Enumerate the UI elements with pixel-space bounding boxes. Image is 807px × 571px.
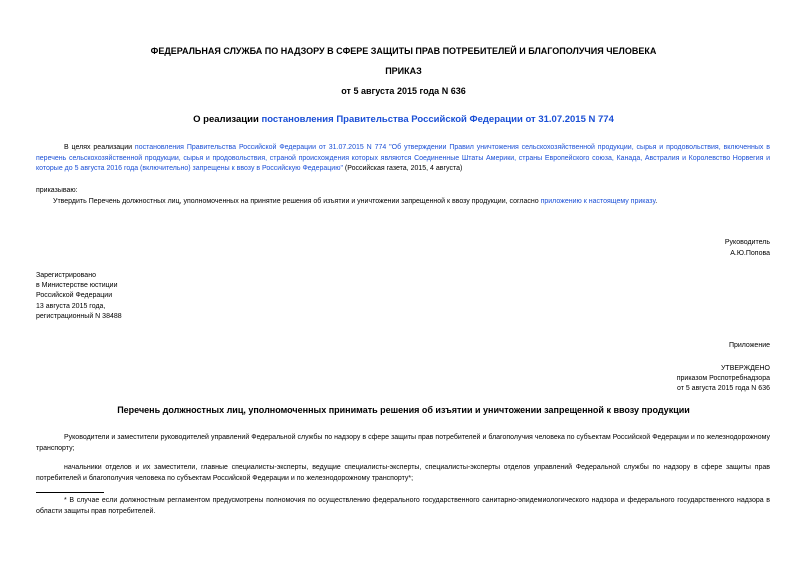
appendix-title: Перечень должностных лиц, уполномоченных принимать решения об изъятии и уничтожении запрещенной к ввозу продукции — [117, 405, 690, 415]
preamble-end: (Российская газета, 2015, 4 августа) — [342, 165, 463, 172]
approval-by: приказом Роспотребнадзора — [676, 375, 770, 383]
document-date-number: от 5 августа 2015 года N 636 — [341, 86, 466, 96]
registration-line: Российской Федерации — [36, 292, 113, 300]
registration-block — [36, 271, 236, 322]
order-prikazyvayu: приказываю: — [36, 187, 78, 194]
registration-line: 13 августа 2015 года, — [36, 302, 106, 310]
approval-heading: УТВЕРЖДЕНО — [720, 365, 770, 372]
preamble-resolution-link[interactable]: постановления Правительства Российской Федерации от 31.07.2015 N 774 "Об утверждении Правил уничтожения сельскохозяйственной продукции, сырья и продовольствия, включенных в перечень сельскохозяйственной продукции, сырья и продовольствия, страной происхождения которых являются Соединенные Штаты Америки, страны Европейского союза, Канада, Австралия и Королевство Норвегия и которые до 5 августа 2016 года (включительно) запрещены к ввозу в Российскую Федерацию" — [36, 144, 770, 172]
document-subject — [0, 114, 807, 126]
preamble-paragraph — [36, 143, 770, 175]
registration-line: Зарегистрировано — [36, 272, 96, 279]
preamble-start: В целях реализации — [64, 144, 135, 151]
signature-role: Руководитель — [724, 239, 770, 246]
appendix-item: Руководители и заместители руководителей управлений Федеральной службы по надзору в сфере защиты прав потребителей и благополучия человека по субъектам Российской Федерации и по железнодорожному транспорту; — [36, 434, 770, 452]
signature-name: А.Ю.Попова — [730, 250, 770, 257]
footnote-divider — [36, 492, 104, 493]
approval-date: от 5 августа 2015 года N 636 — [676, 385, 770, 393]
appendix-item: начальники отделов и их заместители, главные специалисты-эксперты, ведущие специалисты-эксперты, специалисты-эксперты отделов управлений Федеральной службы по надзору в сфере защиты прав потребителей и благополучия человека по субъектам Российской Федерации и по железнодорожному транспорту*; — [36, 464, 770, 482]
registration-line: в Министерстве юстиции — [36, 282, 118, 290]
appendix-label: Приложение — [728, 342, 770, 349]
subject-resolution-link[interactable]: постановления Правительства Российской Федерации от 31.07.2015 N 774 — [261, 114, 614, 125]
footnote-text: * В случае если должностным регламентом предусмотрены полномочия по осуществлению федерального государственного санитарно-эпидемиологического надзора и федерального государственного надзора в области защиты прав потребителей. — [36, 497, 770, 515]
order-item — [53, 197, 773, 207]
order-item-end: . — [655, 198, 658, 205]
appendix-link[interactable]: приложению к настоящему приказу — [540, 198, 656, 205]
subject-prefix: О реализации — [193, 114, 262, 125]
registration-line: регистрационный N 38488 — [36, 312, 122, 320]
order-item-start: Утвердить Перечень должностных лиц, уполномоченных на принятие решения об изъятии и уничтожении запрещенной к ввозу продукции, согласно — [53, 198, 541, 205]
document-type: ПРИКАЗ — [385, 66, 422, 76]
agency-title: ФЕДЕРАЛЬНАЯ СЛУЖБА ПО НАДЗОРУ В СФЕРЕ ЗАЩИТЫ ПРАВ ПОТРЕБИТЕЛЕЙ И БЛАГОПОЛУЧИЯ ЧЕЛОВЕКА — [150, 46, 657, 56]
approval-block — [520, 364, 770, 395]
